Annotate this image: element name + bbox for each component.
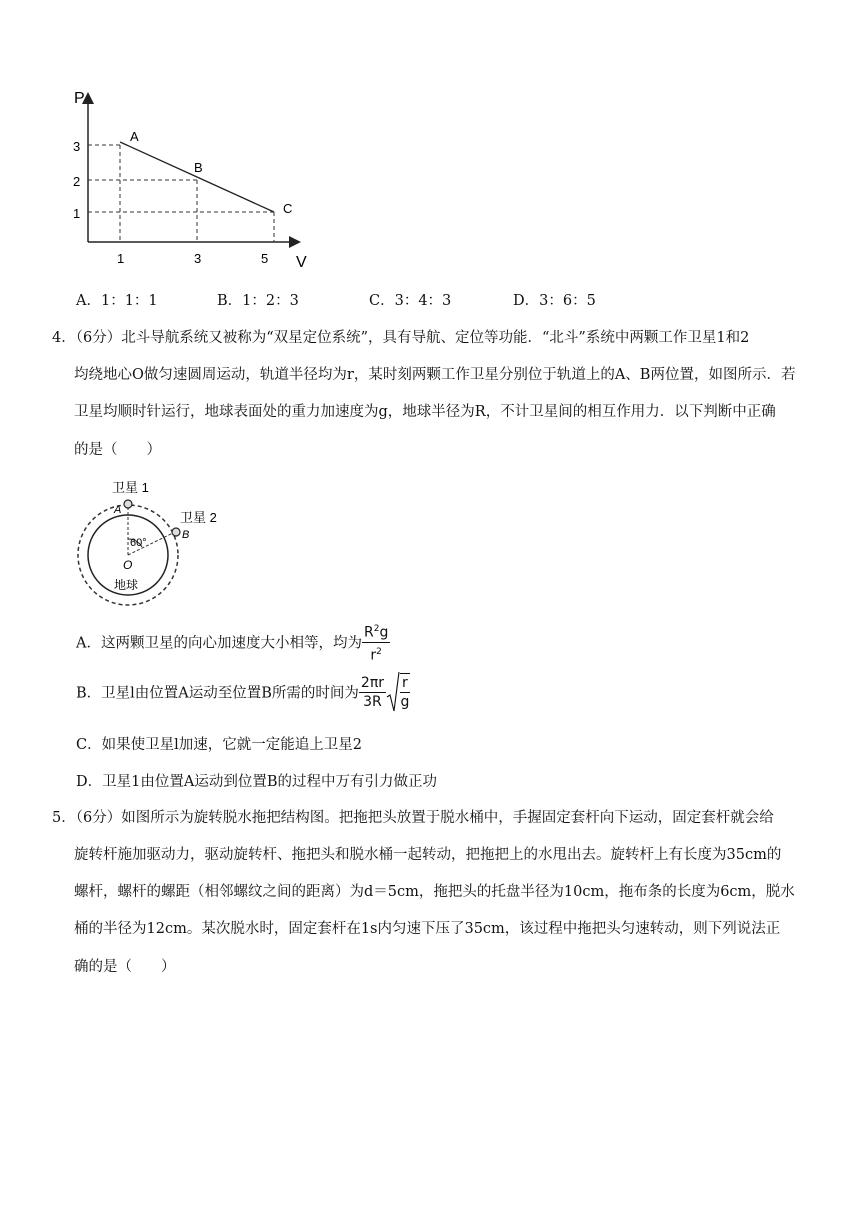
point-label-b: B <box>194 160 203 175</box>
y-tick: 3 <box>73 139 81 154</box>
pv-graph <box>60 85 320 275</box>
fraction-r2g-over-r2: $\frac{R^2g}{r^2}$ <box>362 620 390 664</box>
q4-option-a <box>76 620 390 664</box>
angle-label: 60° <box>130 537 147 549</box>
q4-option-c: C．如果使卫星l加速，它就一定能追上卫星2 <box>76 737 362 753</box>
x-tick: 1 <box>117 251 125 266</box>
sqrt-r-over-g: $\frac{r}{g}$ <box>386 671 410 713</box>
x-tick: 3 <box>194 251 202 266</box>
y-tick: 1 <box>73 206 81 221</box>
q4-stem-line: 的是（ ） <box>74 442 161 458</box>
sat2-label: 卫星 2 <box>180 510 217 525</box>
v-axis-label: V <box>296 254 307 271</box>
q4-stem-line: 均绕地心O做匀速圆周运动，轨道半径均为r，某时刻两颗工作卫星分别位于轨道上的A、B两位置，如图所示．若 <box>74 367 796 383</box>
q4-option-d: D．卫星1由位置A运动到位置B的过程中万有引力做正功 <box>76 774 437 790</box>
point-a-label: A <box>114 504 122 516</box>
q5-stem-line: 确的是（ ） <box>74 959 176 975</box>
x-tick: 5 <box>261 251 269 266</box>
satellite-figure <box>70 476 230 610</box>
satellite-2 <box>172 528 180 536</box>
q4-option-b-text: B．卫星l由位置A运动至位置B所需的时间为 <box>76 685 359 702</box>
sat1-label: 卫星 1 <box>112 480 149 495</box>
q3-option-d: D．3：6：5 <box>513 293 596 309</box>
q5-stem-line: 螺杆，螺杆的螺距（相邻螺纹之间的距离）为d＝5cm，拖把头的托盘半径为10cm，拖布条的长度为6cm，脱水 <box>74 884 795 900</box>
q4-stem-line: 4．（6分）北斗导航系统又被称为“双星定位系统”，具有导航、定位等功能．“北斗”系统中两颗工作卫星1和2 <box>52 330 750 346</box>
center-label: O <box>123 558 133 572</box>
point-label-a: A <box>130 129 139 144</box>
fraction-2pir-over-3r: $\frac{2\pi r}{3R}$ <box>360 674 385 710</box>
earth-label: 地球 <box>114 578 139 592</box>
q5-stem-line: 5．（6分）如图所示为旋转脱水拖把结构图。把拖把头放置于脱水桶中，手握固定套杆向下运动，固定套杆就会给 <box>52 810 774 826</box>
q4-option-a-text: A．这两颗卫星的向心加速度大小相等，均为 <box>76 635 362 652</box>
q4-stem-line: 卫星均顺时针运行，地球表面处的重力加速度为g，地球半径为R，不计卫星间的相互作用力．以下判断中正确 <box>74 404 776 420</box>
p-axis-label: P <box>74 90 85 107</box>
y-tick: 2 <box>73 174 81 189</box>
q3-option-c: C．3：4：3 <box>369 293 452 309</box>
q5-stem-line: 桶的半径为12cm。某次脱水时，固定套杆在1s内匀速下压了35cm，该过程中拖把头匀速转动，则下列说法正 <box>74 921 781 937</box>
point-b-label: B <box>182 529 190 541</box>
q3-option-a: A．1：1：1 <box>76 293 158 309</box>
point-label-c: C <box>283 201 293 216</box>
q5-stem-line: 旋转杆施加驱动力，驱动旋转杆、拖把头和脱水桶一起转动，把拖把上的水甩出去。旋转杆上有长度为35cm的 <box>74 847 782 863</box>
q3-option-b: B．1：2：3 <box>217 293 299 309</box>
q4-option-b <box>76 671 410 713</box>
satellite-1 <box>124 500 132 508</box>
